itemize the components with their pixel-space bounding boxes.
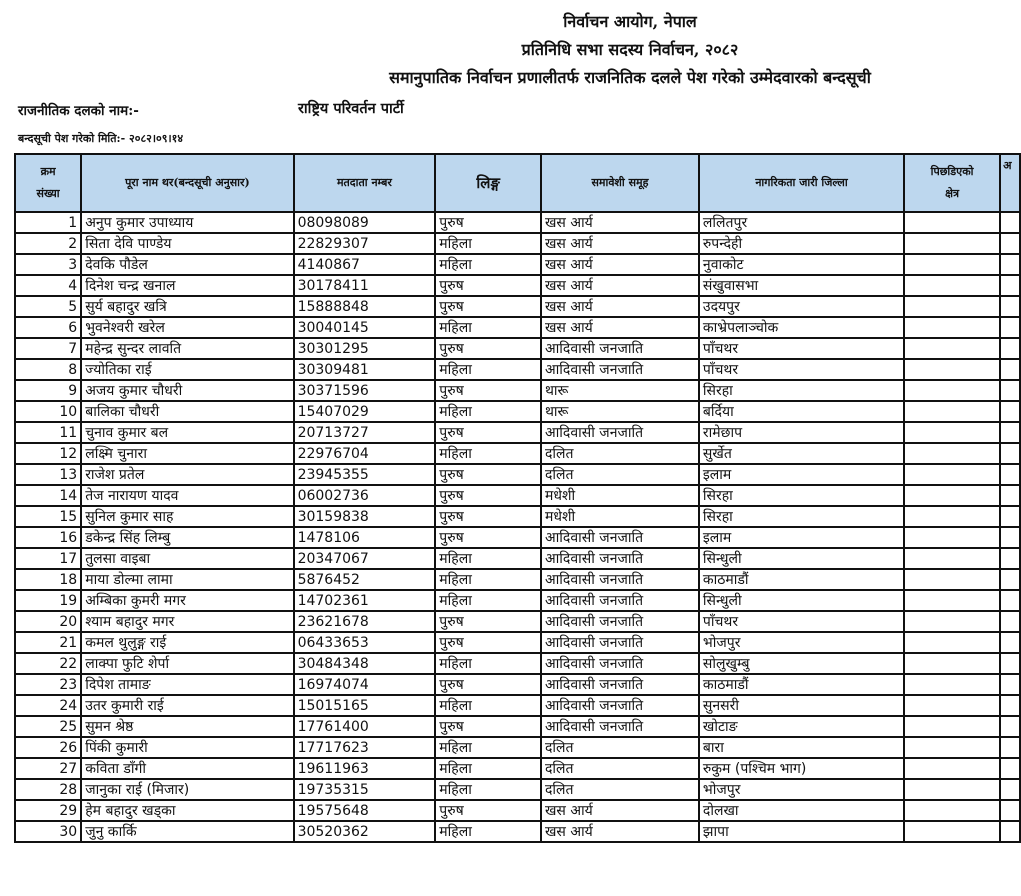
cell-inclusive-group: खस आर्य — [541, 821, 699, 842]
cell-inclusive-group: दलित — [541, 443, 699, 464]
cell-serial: 28 — [15, 779, 81, 800]
cell-inclusive-group: आदिवासी जनजाति — [541, 590, 699, 611]
cell-cut-off — [1000, 716, 1020, 737]
cell-citizenship-district: पाँचथर — [699, 359, 904, 380]
table-row — [15, 338, 1020, 359]
cell-voter-number: 5876452 — [294, 569, 436, 590]
cell-gender: पुरुष — [435, 464, 541, 485]
cell-serial: 24 — [15, 695, 81, 716]
cell-inclusive-group: आदिवासी जनजाति — [541, 716, 699, 737]
cell-inclusive-group: आदिवासी जनजाति — [541, 695, 699, 716]
cell-gender: महिला — [435, 317, 541, 338]
cell-inclusive-group: आदिवासी जनजाति — [541, 548, 699, 569]
cell-cut-off — [1000, 674, 1020, 695]
cell-citizenship-district: नुवाकोट — [699, 254, 904, 275]
cell-serial: 7 — [15, 338, 81, 359]
cell-backward-area — [904, 758, 1000, 779]
cell-serial: 8 — [15, 359, 81, 380]
cell-inclusive-group: मधेशी — [541, 506, 699, 527]
cell-inclusive-group: दलित — [541, 779, 699, 800]
cell-name: हेम बहादुर खड्का — [81, 800, 293, 821]
cell-voter-number: 14702361 — [294, 590, 436, 611]
cell-citizenship-district: रुपन्देही — [699, 233, 904, 254]
cell-name: भुवनेश्वरी खरेल — [81, 317, 293, 338]
cell-citizenship-district: काभ्रेपलाञ्चोक — [699, 317, 904, 338]
cell-inclusive-group: दलित — [541, 737, 699, 758]
cell-cut-off — [1000, 569, 1020, 590]
cell-cut-off — [1000, 443, 1020, 464]
cell-voter-number: 30520362 — [294, 821, 436, 842]
cell-gender: महिला — [435, 443, 541, 464]
cell-voter-number: 30371596 — [294, 380, 436, 401]
cell-gender: महिला — [435, 737, 541, 758]
cell-serial: 26 — [15, 737, 81, 758]
cell-gender: पुरुष — [435, 485, 541, 506]
cell-inclusive-group: आदिवासी जनजाति — [541, 674, 699, 695]
cell-name: राजेश प्रतेल — [81, 464, 293, 485]
cell-gender: महिला — [435, 779, 541, 800]
cell-gender: पुरुष — [435, 800, 541, 821]
table-row — [15, 527, 1020, 548]
header-serial-line2: संख्या — [36, 187, 60, 200]
cell-backward-area — [904, 611, 1000, 632]
cell-gender: महिला — [435, 590, 541, 611]
cell-backward-area — [904, 233, 1000, 254]
cell-inclusive-group: खस आर्य — [541, 212, 699, 233]
cell-name: कविता डाँगी — [81, 758, 293, 779]
cell-inclusive-group: आदिवासी जनजाति — [541, 422, 699, 443]
cell-cut-off — [1000, 737, 1020, 758]
cell-inclusive-group: आदिवासी जनजाति — [541, 338, 699, 359]
cell-citizenship-district: सोलुखुम्बु — [699, 653, 904, 674]
cell-voter-number: 23945355 — [294, 464, 436, 485]
header-serial — [15, 154, 81, 212]
table-body — [15, 212, 1020, 842]
cell-backward-area — [904, 590, 1000, 611]
cell-gender: पुरुष — [435, 632, 541, 653]
table-row — [15, 359, 1020, 380]
table-row — [15, 779, 1020, 800]
cell-citizenship-district: रामेछाप — [699, 422, 904, 443]
table-row — [15, 422, 1020, 443]
cell-name: अनुप कुमार उपाध्याय — [81, 212, 293, 233]
cell-cut-off — [1000, 254, 1020, 275]
cell-cut-off — [1000, 485, 1020, 506]
cell-inclusive-group: खस आर्य — [541, 317, 699, 338]
cell-backward-area — [904, 464, 1000, 485]
cell-backward-area — [904, 485, 1000, 506]
cell-name: लाक्पा फुटि शेर्पा — [81, 653, 293, 674]
cell-backward-area — [904, 443, 1000, 464]
header-backward-line2: क्षेत्र — [945, 187, 960, 200]
cell-name: सुर्य बहादुर खत्रि — [81, 296, 293, 317]
cell-backward-area — [904, 548, 1000, 569]
cell-name: अम्बिका कुमरी मगर — [81, 590, 293, 611]
table-row — [15, 212, 1020, 233]
cell-cut-off — [1000, 359, 1020, 380]
cell-voter-number: 20347067 — [294, 548, 436, 569]
cell-name: दिनेश चन्द्र खनाल — [81, 275, 293, 296]
cell-name: जुनु कार्कि — [81, 821, 293, 842]
cell-name: डकेन्द्र सिंह लिम्बु — [81, 527, 293, 548]
election-title: प्रतिनिधि सभा सदस्य निर्वाचन, २०८२ — [521, 40, 739, 59]
cell-serial: 16 — [15, 527, 81, 548]
cell-voter-number: 30301295 — [294, 338, 436, 359]
table-row — [15, 317, 1020, 338]
cell-cut-off — [1000, 233, 1020, 254]
table-row — [15, 464, 1020, 485]
cell-cut-off — [1000, 317, 1020, 338]
header-name: पूरा नाम थर(बन्दसूची अनुसार) — [81, 154, 293, 212]
cell-name: कमल थुलुङ्ग राई — [81, 632, 293, 653]
cell-serial: 17 — [15, 548, 81, 569]
cell-cut-off — [1000, 779, 1020, 800]
cell-citizenship-district: सिरहा — [699, 485, 904, 506]
cell-backward-area — [904, 401, 1000, 422]
cell-backward-area — [904, 779, 1000, 800]
table-row — [15, 485, 1020, 506]
cell-citizenship-district: सिरहा — [699, 506, 904, 527]
cell-gender: पुरुष — [435, 296, 541, 317]
header-backward-line1: पिछडिएको — [930, 165, 974, 178]
cell-citizenship-district: सिन्धुली — [699, 590, 904, 611]
cell-inclusive-group: थारू — [541, 380, 699, 401]
cell-cut-off — [1000, 212, 1020, 233]
cell-serial: 30 — [15, 821, 81, 842]
cell-serial: 14 — [15, 485, 81, 506]
cell-backward-area — [904, 737, 1000, 758]
cell-inclusive-group: आदिवासी जनजाति — [541, 359, 699, 380]
cell-inclusive-group: आदिवासी जनजाति — [541, 653, 699, 674]
header-gender: लिङ्ग — [435, 154, 541, 212]
cell-inclusive-group: मधेशी — [541, 485, 699, 506]
cell-cut-off — [1000, 758, 1020, 779]
cell-voter-number: 06433653 — [294, 632, 436, 653]
cell-cut-off — [1000, 527, 1020, 548]
table-row — [15, 716, 1020, 737]
table-row — [15, 548, 1020, 569]
cell-backward-area — [904, 380, 1000, 401]
cell-cut-off — [1000, 338, 1020, 359]
table-row — [15, 380, 1020, 401]
cell-name: तुलसा वाइबा — [81, 548, 293, 569]
cell-serial: 6 — [15, 317, 81, 338]
cell-cut-off — [1000, 590, 1020, 611]
cell-gender: पुरुष — [435, 338, 541, 359]
cell-serial: 9 — [15, 380, 81, 401]
cell-backward-area — [904, 317, 1000, 338]
table-row — [15, 632, 1020, 653]
cell-citizenship-district: सुर्खेत — [699, 443, 904, 464]
table-row — [15, 821, 1020, 842]
cell-backward-area — [904, 338, 1000, 359]
submission-date: बन्दसूची पेश गरेको मिति:- २०८२।०९।१४ — [18, 132, 184, 145]
party-name-label: राजनीतिक दलको नाम:- — [18, 103, 139, 119]
cell-inclusive-group: खस आर्य — [541, 296, 699, 317]
cell-name: बालिका चौधरी — [81, 401, 293, 422]
cell-gender: महिला — [435, 548, 541, 569]
cell-serial: 15 — [15, 506, 81, 527]
cell-citizenship-district: उदयपुर — [699, 296, 904, 317]
cell-serial: 10 — [15, 401, 81, 422]
cell-name: देवकि पौडेल — [81, 254, 293, 275]
cell-voter-number: 15407029 — [294, 401, 436, 422]
cell-cut-off — [1000, 296, 1020, 317]
cell-voter-number: 30159838 — [294, 506, 436, 527]
cell-inclusive-group: दलित — [541, 758, 699, 779]
cell-backward-area — [904, 716, 1000, 737]
cell-serial: 3 — [15, 254, 81, 275]
list-title: समानुपातिक निर्वाचन प्रणालीतर्फ राजनितिक दलले पेश गरेको उम्मेदवारको बन्दसूची — [389, 68, 871, 87]
cell-inclusive-group: खस आर्य — [541, 275, 699, 296]
cell-name: उतर कुमारी राई — [81, 695, 293, 716]
candidate-table — [14, 153, 1021, 843]
header-voter-number: मतदाता नम्बर — [294, 154, 436, 212]
cell-inclusive-group: खस आर्य — [541, 233, 699, 254]
table-row — [15, 275, 1020, 296]
table-row — [15, 800, 1020, 821]
cell-citizenship-district: पाँचथर — [699, 338, 904, 359]
cell-citizenship-district: इलाम — [699, 464, 904, 485]
cell-cut-off — [1000, 275, 1020, 296]
cell-name: सुनिल कुमार साह — [81, 506, 293, 527]
header-serial-line1: क्रम — [40, 165, 56, 178]
cell-voter-number: 4140867 — [294, 254, 436, 275]
cell-cut-off — [1000, 821, 1020, 842]
cell-backward-area — [904, 800, 1000, 821]
cell-backward-area — [904, 695, 1000, 716]
table-row — [15, 443, 1020, 464]
cell-name: अजय कुमार चौधरी — [81, 380, 293, 401]
cell-serial: 4 — [15, 275, 81, 296]
cell-voter-number: 16974074 — [294, 674, 436, 695]
cell-serial: 21 — [15, 632, 81, 653]
cell-voter-number: 30484348 — [294, 653, 436, 674]
cell-serial: 29 — [15, 800, 81, 821]
header-backward-area — [904, 154, 1000, 212]
cell-name: चुनाव कुमार बल — [81, 422, 293, 443]
cell-gender: महिला — [435, 758, 541, 779]
cell-gender: महिला — [435, 254, 541, 275]
cell-voter-number: 15888848 — [294, 296, 436, 317]
cell-serial: 5 — [15, 296, 81, 317]
cell-name: लक्ष्मि चुनारा — [81, 443, 293, 464]
cell-cut-off — [1000, 422, 1020, 443]
cell-backward-area — [904, 527, 1000, 548]
cell-gender: महिला — [435, 401, 541, 422]
cell-citizenship-district: पाँचथर — [699, 611, 904, 632]
table-header — [15, 154, 1020, 212]
cell-citizenship-district: संखुवासभा — [699, 275, 904, 296]
cell-cut-off — [1000, 401, 1020, 422]
cell-cut-off — [1000, 506, 1020, 527]
cell-gender: महिला — [435, 359, 541, 380]
cell-serial: 12 — [15, 443, 81, 464]
cell-citizenship-district: रुकुम (पश्चिम भाग) — [699, 758, 904, 779]
cell-name: तेज नारायण यादव — [81, 485, 293, 506]
table-row — [15, 611, 1020, 632]
cell-serial: 11 — [15, 422, 81, 443]
cell-name: महेन्द्र सुन्दर लावति — [81, 338, 293, 359]
table-row — [15, 674, 1020, 695]
cell-gender: महिला — [435, 569, 541, 590]
cell-cut-off — [1000, 464, 1020, 485]
cell-voter-number: 19611963 — [294, 758, 436, 779]
table-row — [15, 569, 1020, 590]
cell-citizenship-district: भोजपुर — [699, 779, 904, 800]
cell-serial: 27 — [15, 758, 81, 779]
cell-voter-number: 06002736 — [294, 485, 436, 506]
cell-backward-area — [904, 275, 1000, 296]
cell-voter-number: 17717623 — [294, 737, 436, 758]
cell-name: माया डोल्मा लामा — [81, 569, 293, 590]
cell-cut-off — [1000, 800, 1020, 821]
cell-gender: पुरुष — [435, 212, 541, 233]
cell-inclusive-group: थारू — [541, 401, 699, 422]
cell-cut-off — [1000, 380, 1020, 401]
table-row — [15, 653, 1020, 674]
cell-serial: 13 — [15, 464, 81, 485]
cell-citizenship-district: दोलखा — [699, 800, 904, 821]
table-row — [15, 590, 1020, 611]
cell-name: ज्योतिका राई — [81, 359, 293, 380]
cell-voter-number: 30040145 — [294, 317, 436, 338]
cell-gender: महिला — [435, 821, 541, 842]
cell-inclusive-group: खस आर्य — [541, 800, 699, 821]
cell-gender: महिला — [435, 233, 541, 254]
cell-backward-area — [904, 674, 1000, 695]
cell-name: जानुका राई (मिजार) — [81, 779, 293, 800]
cell-inclusive-group: आदिवासी जनजाति — [541, 527, 699, 548]
cell-name: सिता देवि पाण्डेय — [81, 233, 293, 254]
cell-voter-number: 20713727 — [294, 422, 436, 443]
cell-cut-off — [1000, 653, 1020, 674]
cell-gender: पुरुष — [435, 422, 541, 443]
cell-gender: पुरुष — [435, 275, 541, 296]
table-row — [15, 695, 1020, 716]
cell-voter-number: 23621678 — [294, 611, 436, 632]
cell-inclusive-group: आदिवासी जनजाति — [541, 611, 699, 632]
cell-citizenship-district: सुनसरी — [699, 695, 904, 716]
cell-backward-area — [904, 296, 1000, 317]
cell-backward-area — [904, 821, 1000, 842]
cell-serial: 25 — [15, 716, 81, 737]
cell-citizenship-district: खोटाङ — [699, 716, 904, 737]
cell-serial: 18 — [15, 569, 81, 590]
table-row — [15, 296, 1020, 317]
cell-gender: पुरुष — [435, 716, 541, 737]
cell-citizenship-district: झापा — [699, 821, 904, 842]
cell-voter-number: 17761400 — [294, 716, 436, 737]
cell-backward-area — [904, 569, 1000, 590]
cell-citizenship-district: काठमाडौं — [699, 569, 904, 590]
header-inclusive-group: समावेशी समूह — [541, 154, 699, 212]
cell-backward-area — [904, 254, 1000, 275]
cell-serial: 19 — [15, 590, 81, 611]
cell-voter-number: 19735315 — [294, 779, 436, 800]
cell-gender: महिला — [435, 653, 541, 674]
cell-citizenship-district: इलाम — [699, 527, 904, 548]
cell-backward-area — [904, 506, 1000, 527]
cell-name: पिंकी कुमारी — [81, 737, 293, 758]
table-row — [15, 233, 1020, 254]
cell-gender: पुरुष — [435, 674, 541, 695]
cell-citizenship-district: बर्दिया — [699, 401, 904, 422]
cell-serial: 23 — [15, 674, 81, 695]
cell-backward-area — [904, 359, 1000, 380]
cell-name: सुमन श्रेष्ठ — [81, 716, 293, 737]
cell-cut-off — [1000, 632, 1020, 653]
cell-inclusive-group: खस आर्य — [541, 254, 699, 275]
cell-inclusive-group: आदिवासी जनजाति — [541, 632, 699, 653]
cell-gender: पुरुष — [435, 611, 541, 632]
cell-citizenship-district: ललितपुर — [699, 212, 904, 233]
table-row — [15, 254, 1020, 275]
header-citizenship-district: नागरिकता जारी जिल्ला — [699, 154, 904, 212]
cell-gender: महिला — [435, 695, 541, 716]
cell-serial: 22 — [15, 653, 81, 674]
cell-cut-off — [1000, 548, 1020, 569]
cell-gender: पुरुष — [435, 380, 541, 401]
cell-serial: 20 — [15, 611, 81, 632]
cell-inclusive-group: आदिवासी जनजाति — [541, 569, 699, 590]
cell-voter-number: 30309481 — [294, 359, 436, 380]
table-row — [15, 401, 1020, 422]
cell-name: दिपेश तामाङ — [81, 674, 293, 695]
table-row — [15, 506, 1020, 527]
cell-voter-number: 22829307 — [294, 233, 436, 254]
cell-serial: 2 — [15, 233, 81, 254]
table-row — [15, 737, 1020, 758]
cell-cut-off — [1000, 695, 1020, 716]
cell-gender: पुरुष — [435, 506, 541, 527]
header-cut-off-column: अ — [1000, 154, 1020, 212]
cell-backward-area — [904, 422, 1000, 443]
table-row — [15, 758, 1020, 779]
cell-serial: 1 — [15, 212, 81, 233]
commission-title: निर्वाचन आयोग, नेपाल — [563, 12, 697, 31]
cell-voter-number: 1478106 — [294, 527, 436, 548]
cell-voter-number: 15015165 — [294, 695, 436, 716]
party-name-value: राष्ट्रिय परिवर्तन पार्टी — [298, 100, 404, 117]
cell-citizenship-district: काठमाडौं — [699, 674, 904, 695]
cell-backward-area — [904, 653, 1000, 674]
cell-voter-number: 19575648 — [294, 800, 436, 821]
cell-voter-number: 30178411 — [294, 275, 436, 296]
cell-cut-off — [1000, 611, 1020, 632]
cell-inclusive-group: दलित — [541, 464, 699, 485]
cell-backward-area — [904, 632, 1000, 653]
cell-citizenship-district: सिन्धुली — [699, 548, 904, 569]
cell-name: श्याम बहादुर मगर — [81, 611, 293, 632]
cell-voter-number: 22976704 — [294, 443, 436, 464]
cell-citizenship-district: सिरहा — [699, 380, 904, 401]
cell-voter-number: 08098089 — [294, 212, 436, 233]
cell-citizenship-district: बारा — [699, 737, 904, 758]
cell-citizenship-district: भोजपुर — [699, 632, 904, 653]
cell-gender: पुरुष — [435, 527, 541, 548]
cell-backward-area — [904, 212, 1000, 233]
